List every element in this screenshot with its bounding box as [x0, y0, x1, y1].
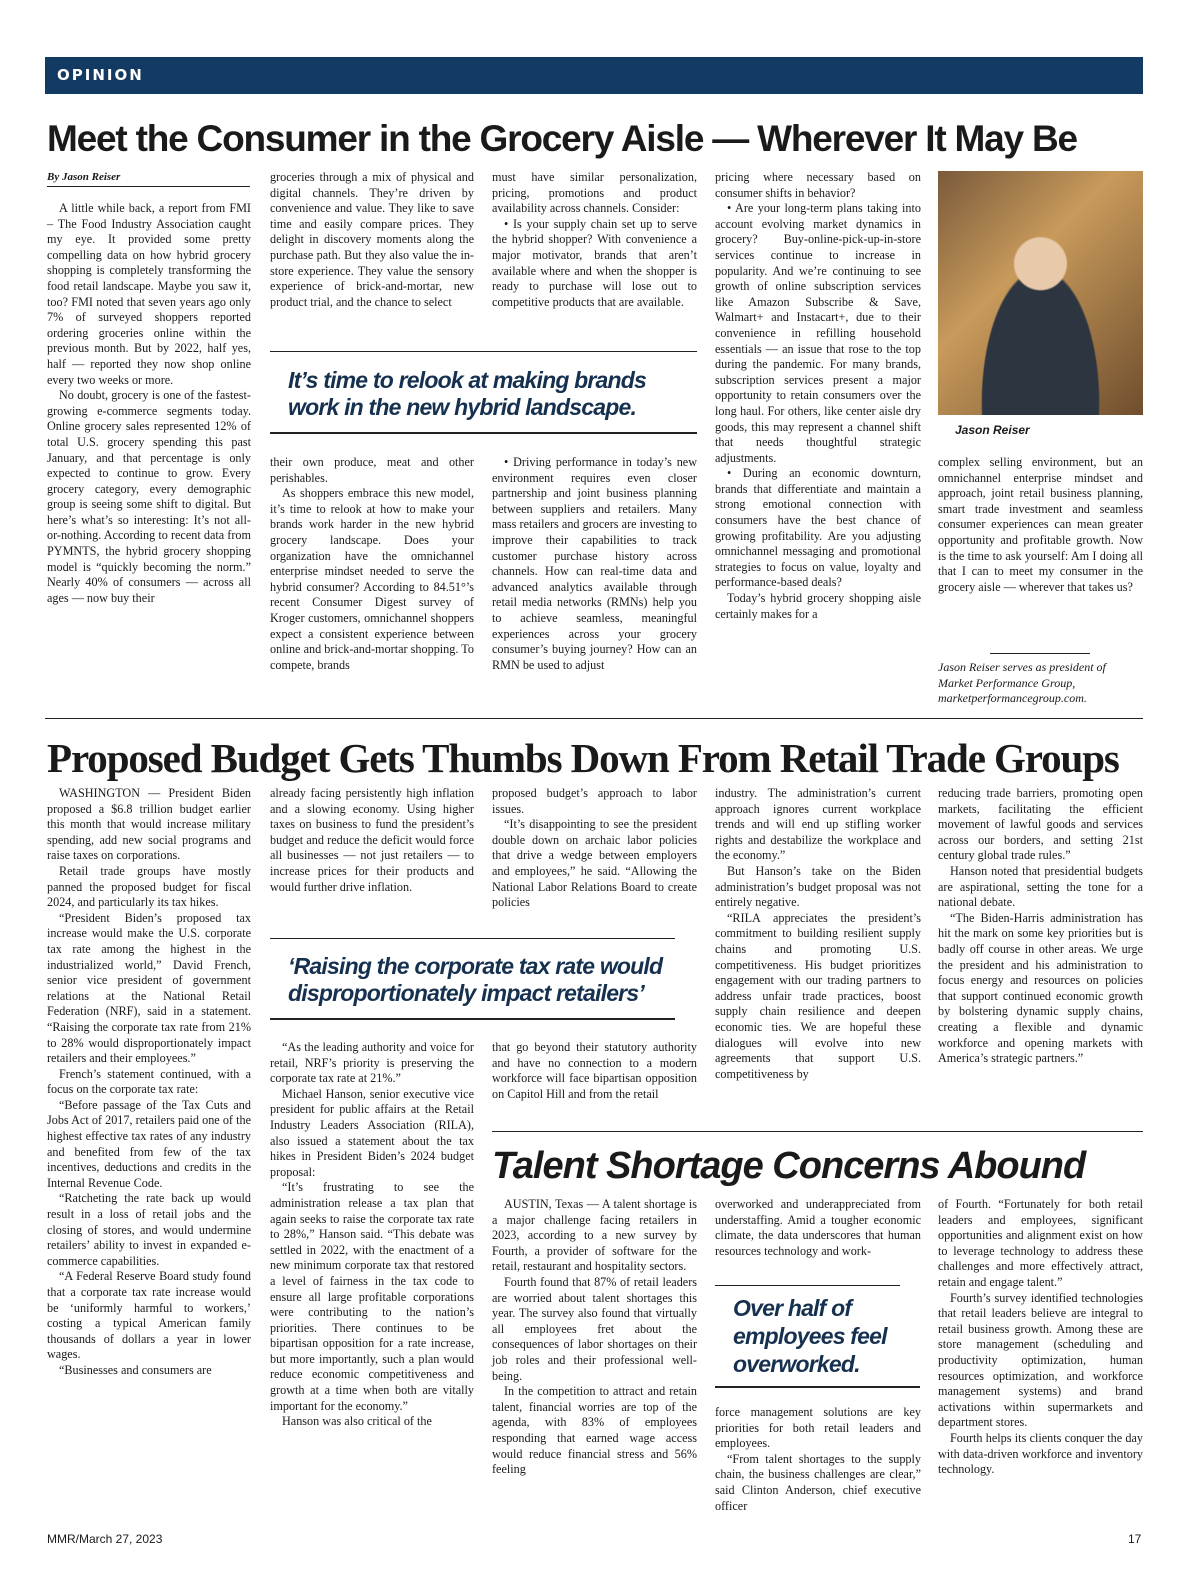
paragraph: “Businesses and consumers are [59, 1362, 212, 1377]
article1-column-3-top [492, 170, 697, 310]
paragraph: of Fourth. “Fortunately for both retail leaders and employees, significant opportunities and alignment exist on how to leverage technology to address these challenges and more effectively attract, retain and engage talent.” [938, 1197, 1143, 1289]
paragraph: • During an economic downturn, brands that differentiate and maintain a strong emotional connection with consumers have the best chance of growing profitability. Are you adjusting omnichannel messaging and promotional strategies to focus on value, loyalty and performance-based deals? [715, 466, 921, 590]
article3-column-2-bottom [715, 1405, 921, 1514]
article1-column-1 [47, 201, 251, 606]
article-divider [45, 718, 1143, 719]
paragraph: Retail trade groups have mostly panned the proposed budget for fiscal 2024, and particularly its tax hikes. [47, 863, 251, 910]
paragraph: their own produce, meat and other perishables. [270, 455, 474, 485]
paragraph: must have similar personalization, pricing, promotions and product availability across channels. Consider: [492, 170, 697, 216]
pullquote-rule-top [270, 938, 675, 939]
bio-rule [990, 653, 1090, 654]
article3-column-3 [938, 1197, 1143, 1478]
paragraph: But Hanson’s take on the Biden administration’s budget proposal was not entirely negative. [715, 863, 921, 910]
paragraph: “As the leading authority and voice for retail, NRF’s priority is preserving the corporate tax rate at 21%.” [270, 1040, 474, 1086]
paragraph: AUSTIN, Texas — A talent shortage is a major challenge facing retailers in 2023, according to a new survey by Fourth, a provider of software for the retail, restaurant and hospitality sectors. [492, 1197, 697, 1274]
footer-publication: MMR/March 27, 2023 [47, 1532, 163, 1546]
section-label: OPINION [57, 66, 144, 84]
pullquote-rule-bottom [270, 432, 697, 434]
article2-column-4 [715, 786, 921, 1082]
paragraph: Fourth helps its clients conquer the day with data-driven workforce and inventory technology. [938, 1430, 1143, 1477]
article3-pullquote: Over half of employees feel overworked. [733, 1295, 887, 1377]
article3-column-1 [492, 1197, 697, 1478]
paragraph: “Ratcheting the rate back up would result in a loss of retail jobs and the closing of stores, and would undermine retailers’ ability to invest in expanded e-commerce capabilities. [47, 1191, 251, 1268]
author-photo [938, 171, 1143, 415]
article1-column-2-bottom [270, 455, 474, 673]
article3-headline: Talent Shortage Concerns Abound [492, 1145, 1086, 1187]
paragraph: • Driving performance in today’s new environment requires even closer partnership and joint business planning between suppliers and retailers. Many mass retailers and grocers are investing to improve their capabilities to track customer purchase history across channels. How can real-time data and advanced analytics available through retail media networks (RMNs) help you to achieve seamless, meaningful experiences across your grocery consumer’s buying journey? How can an RMN be used to adjust [492, 455, 697, 672]
pullquote-rule-top [715, 1285, 900, 1286]
paragraph: French’s statement continued, with a focus on the corporate tax rate: [47, 1066, 251, 1097]
paragraph: complex selling environment, but an omnichannel enterprise mindset and approach, joint retail business planning, smart trade investment and seamless consumer experiences can mean greater opportunity and profitable growth. Now is the time to ask yourself: Am I doing all that I can to meet my consumer in the grocery aisle — wherever that takes us? [938, 455, 1143, 594]
article1-headline: Meet the Consumer in the Grocery Aisle — Wherever It May Be [47, 118, 1077, 159]
paragraph: industry. The administration’s current approach ignores current workplace trends and will end up stifling worker rights and destabilize the workplace and the economy.” [715, 786, 921, 863]
article1-column-5 [938, 455, 1143, 595]
article2-column-5 [938, 786, 1143, 1067]
article1-pullquote: It’s time to relook at making brands work in the new hybrid landscape. [288, 367, 647, 420]
pullquote-rule-bottom [270, 1018, 675, 1020]
paragraph: No doubt, grocery is one of the fastest-growing e-commerce segments today. Online grocery sales represented 12% of total U.S. grocery spending this past January, and that percentage is only expected to continue to grow. Every grocery category, every demographic group is seeing some shift to digital. But here’s what’s so interesting: It’s not all-or-nothing. According to recent data from PYMNTS, the hybrid grocery shopping model is “quickly becoming the norm.” Nearly 40% of consumers — across all ages — now buy their [47, 388, 251, 605]
article1-byline: By Jason Reiser [47, 171, 121, 183]
paragraph: In the competition to attract and retain talent, financial worries are top of the agenda, with 83% of employees responding that earned wage access would reduce financial stress and 56% feeling [492, 1384, 697, 1477]
paragraph: Today’s hybrid grocery shopping aisle certainly makes for a [715, 591, 921, 621]
article1-column-2-top [270, 170, 474, 310]
paragraph: “The Biden-Harris administration has hit the mark on some key priorities but is badly off course in other areas. We urge the president and his administration to focus energy and resources on policies that support continued economic growth by bolstering dynamic supply chains, creating a flexible and dynamic workforce and opening markets with America’s strategic partners.” [938, 910, 1143, 1066]
paragraph: overworked and underappreciated from understaffing. Amid a tougher economic climate, the data underscores that human resources technology and work- [715, 1197, 921, 1258]
article2-column-2-top [270, 786, 474, 895]
paragraph: As shoppers embrace this new model, it’s time to relook at how to make your brands work harder in the new hybrid grocery landscape. Does your organization have the omnichannel enterprise mindset needed to serve the hybrid consumer? According to 84.51°’s recent Consumer Digest survey of Kroger customers, omnichannel shoppers expect a consistent experience between online and brick-and-mortar shopping. To compete, brands [270, 486, 474, 672]
article2-column-3-bottom [492, 1040, 697, 1102]
article2-headline: Proposed Budget Gets Thumbs Down From Retail Trade Groups [47, 735, 1119, 781]
pullquote-rule-bottom [715, 1386, 920, 1388]
article2-column-2-bottom [270, 1040, 474, 1430]
footer-page-number: 17 [1128, 1532, 1142, 1546]
paragraph: • Are your long-term plans taking into account evolving market dynamics in grocery? Buy-online-pick-up-in-store services continue to increase in popularity. And we’re continuing to see growth of online subscription services like Amazon Subscribe & Save, Walmart+ and Instacart+, due to their convenience in refilling household essentials — an issue that rose to the top during the pandemic. For many brands, subscription services present a major opportunity to retain consumers over the long haul. For others, like center aisle dry goods, this may represent a channel shift that needs thoughtful strategic adjustments. [715, 201, 921, 465]
paragraph: already facing persistently high inflation and a slowing economy. Using higher taxes on business to fund the president’s budget and reduce the deficit would force all businesses — not just retailers — to increase prices for their products and would further drive inflation. [270, 786, 474, 894]
paragraph: Hanson noted that presidential budgets are aspirational, setting the tone for a national debate. [938, 863, 1143, 910]
paragraph: groceries through a mix of physical and digital channels. They’re driven by convenience and value. They like to save time and easily compare prices. They delight in discovery moments along the purchase path. But they also value the in-store experience. They value the sensory experience of brick-and-mortar, new product trial, and the chance to select [270, 170, 474, 309]
paragraph: force management solutions are key priorities for both retail leaders and employees. [715, 1405, 921, 1451]
photo-caption: Jason Reiser [955, 423, 1030, 437]
paragraph: “From talent shortages to the supply chain, the business challenges are clear,” said Clinton Anderson, chief executive officer [715, 1451, 921, 1513]
paragraph: that go beyond their statutory authority and have no connection to a modern workforce will face bipartisan opposition on Capitol Hill and from the retail [492, 1040, 697, 1101]
paragraph: “RILA appreciates the president’s commitment to building resilient supply chains and promoting U.S. competitiveness. His budget prioritizes engagement with our trading partners to address unfair trade practices, boost supply chain resilience and deepen economic ties. We are hopeful these dialogues will evolve into new agreements that support U.S. competitiveness by [715, 910, 921, 1081]
section-banner [45, 57, 1143, 94]
paragraph: “It’s disappointing to see the president double down on archaic labor policies that drive a wedge between employers and employees,” he said. “Allowing the National Labor Relations Board to create policies [492, 817, 697, 910]
article-divider [492, 1131, 1143, 1132]
paragraph: “President Biden’s proposed tax increase would make the U.S. corporate tax rate among the highest in the industrialized world,” David French, senior vice president of government relations at the National Retail Federation (NRF), said in a statement. “Raising the corporate tax rate from 21% to 28% would disproportionately impact retailers and their employees.” [47, 910, 251, 1066]
paragraph: • Is your supply chain set up to serve the hybrid shopper? With convenience a major motivator, brands that aren’t available where and when the shopper is ready to purchase will lose out to competitive products that are available. [492, 216, 697, 309]
article3-column-2-top [715, 1197, 921, 1259]
paragraph: “It’s frustrating to see the administration release a tax plan that again seeks to raise the corporate tax rate to 28%,” Hanson said. “This debate was settled in 2022, with the enactment of a new minimum corporate tax that restored a level of fairness in the tax code to ensure all large profitable corporations were contributing to the nation’s priorities. There continues to be bipartisan opposition for a rate increase, but more importantly, such a plan would reduce economic competitiveness and growth at a time when both are vitally important for the economy.” [270, 1180, 474, 1413]
paragraph: Fourth’s survey identified technologies that retail leaders believe are integral to retail business growth. Among these are store management (scheduling and productivity optimization, human resources optimization, and workforce management systems) and brand activations within supermarkets and department stores. [938, 1290, 1143, 1430]
paragraph: pricing where necessary based on consumer shifts in behavior? [715, 170, 921, 200]
article2-pullquote: ‘Raising the corporate tax rate would disproportionately impact retailers’ [288, 953, 663, 1006]
author-bio: Jason Reiser serves as president of Market Performance Group, marketperformancegroup.com. [938, 660, 1106, 706]
paragraph: Michael Hanson, senior executive vice president for public affairs at the Retail Industry Leaders Association (RILA), also issued a statement about the tax hikes in President Biden’s 2024 budget proposal: [270, 1086, 474, 1179]
article1-column-3-bottom [492, 455, 697, 673]
article2-column-3-top [492, 786, 697, 911]
paragraph: Hanson was also critical of the [282, 1414, 432, 1429]
pullquote-rule-top [270, 351, 697, 352]
paragraph: WASHINGTON — President Biden proposed a $6.8 trillion budget earlier this month that would increase military spending, add new social programs and raise taxes on corporations. [47, 786, 251, 863]
paragraph: “A Federal Reserve Board study found that a corporate tax rate increase would be ‘uniformly harmful to workers,’ costing a typical American family thousands of dollars a year in lower wages. [47, 1269, 251, 1362]
article2-column-1 [47, 786, 251, 1379]
paragraph: A little while back, a report from FMI – The Food Industry Association caught my eye. It provided some pretty compelling data on how hybrid grocery shopping is completely transforming the food retail landscape. Maybe you saw it, too? FMI noted that seven years ago only 7% of surveyed shoppers reported ordering groceries online within the previous month. But by 2022, half yes, half — reported they now shop online every two weeks or more. [47, 201, 251, 387]
paragraph: “Before passage of the Tax Cuts and Jobs Act of 2017, retailers paid one of the highest effective tax rates of any industry and benefited from few of the tax incentives, deductions and credits in the Internal Revenue Code. [47, 1097, 251, 1190]
paragraph: proposed budget’s approach to labor issues. [492, 786, 697, 816]
article1-column-4 [715, 170, 921, 622]
paragraph: reducing trade barriers, promoting open markets, facilitating the efficient movement of lawful goods and services across our borders, and setting 21st century global trade rules.” [938, 786, 1143, 863]
byline-rule [47, 186, 250, 187]
paragraph: Fourth found that 87% of retail leaders are worried about talent shortages this year. The survey also found that virtually all employees fret about the consequences of labor shortages on their job roles and their professional well-being. [492, 1274, 697, 1383]
